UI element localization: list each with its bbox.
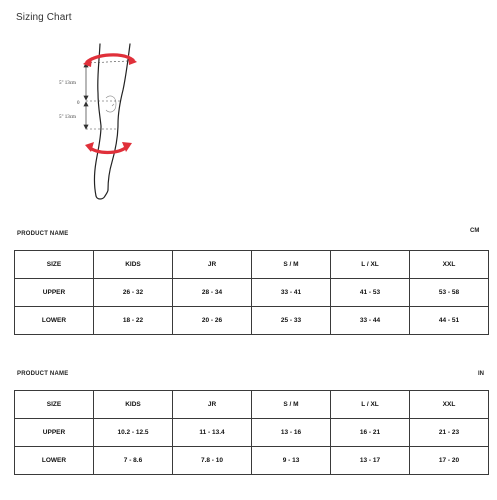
table-row (15, 279, 489, 307)
unit-label-in: IN (478, 371, 484, 377)
table-cell: 53 - 58 (410, 279, 489, 307)
table-cell: 20 - 26 (173, 307, 252, 335)
table-cell: 41 - 53 (331, 279, 410, 307)
upper-measure-label: 5" 13cm (59, 81, 76, 86)
table-cell: 7.8 - 10 (173, 447, 252, 475)
table-cell: 13 - 17 (331, 447, 410, 475)
leg-measurement-diagram (56, 38, 166, 203)
table-cell: 44 - 51 (410, 307, 489, 335)
header-cell: S / M (252, 251, 331, 279)
header-cell: S / M (252, 391, 331, 419)
table-row (15, 447, 489, 475)
row-label: LOWER (15, 307, 94, 335)
size-table-cm (14, 250, 489, 335)
header-cell: KIDS (94, 251, 173, 279)
leg-outline-left (95, 44, 102, 196)
page-title: Sizing Chart (16, 12, 72, 23)
table-cell: 10.2 - 12.5 (94, 419, 173, 447)
table-header-row (15, 391, 489, 419)
table-cell: 21 - 23 (410, 419, 489, 447)
table-cell: 18 - 22 (94, 307, 173, 335)
table-cell: 17 - 20 (410, 447, 489, 475)
table-row (15, 419, 489, 447)
header-cell: JR (173, 251, 252, 279)
header-cell: XXL (410, 391, 489, 419)
table-cell: 13 - 16 (252, 419, 331, 447)
table-cell: 28 - 34 (173, 279, 252, 307)
header-cell: KIDS (94, 391, 173, 419)
table-cell: 26 - 32 (94, 279, 173, 307)
table-cell: 25 - 33 (252, 307, 331, 335)
table-cell: 33 - 44 (331, 307, 410, 335)
size-table-in (14, 390, 489, 475)
header-cell: SIZE (15, 391, 94, 419)
header-cell: JR (173, 391, 252, 419)
table-row (15, 307, 489, 335)
leg-outline-right (108, 44, 130, 190)
lower-measure-label: 5" 13cm (59, 115, 76, 120)
header-cell: SIZE (15, 251, 94, 279)
product-name-label: PRODUCT NAME (17, 371, 69, 377)
product-name-label: PRODUCT NAME (17, 231, 69, 237)
lower-circumference-arrow (89, 146, 128, 153)
table-cell: 7 - 8.6 (94, 447, 173, 475)
header-cell: XXL (410, 251, 489, 279)
row-label: UPPER (15, 419, 94, 447)
table-cell: 9 - 13 (252, 447, 331, 475)
table-cell: 11 - 13.4 (173, 419, 252, 447)
center-mark: 0 (77, 101, 80, 106)
row-label: LOWER (15, 447, 94, 475)
table-cell: 33 - 41 (252, 279, 331, 307)
header-cell: L / XL (331, 251, 410, 279)
table-header-row (15, 251, 489, 279)
unit-label-cm: CM (470, 228, 480, 234)
row-label: UPPER (15, 279, 94, 307)
table-cell: 16 - 21 (331, 419, 410, 447)
header-cell: L / XL (331, 391, 410, 419)
foot-outline (96, 190, 108, 199)
